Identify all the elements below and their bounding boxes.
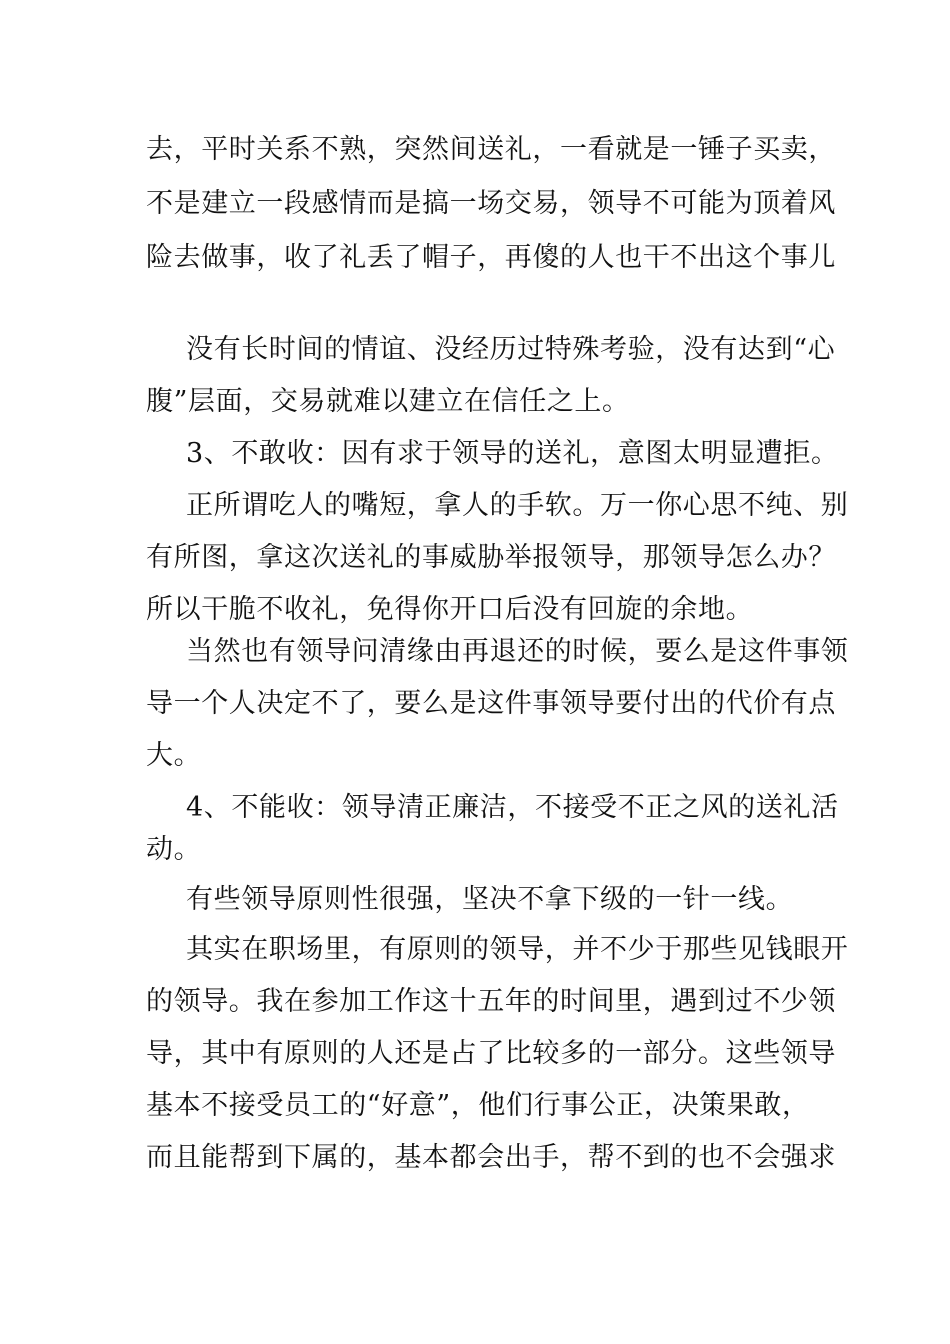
text-line: 基本不接受员工的“好意”，他们行事公正，决策果敢，	[146, 1090, 810, 1121]
text-line: 正所谓吃人的嘴短，拿人的手软。万一你心思不纯、别	[186, 490, 849, 521]
text-line: 大。	[146, 740, 202, 771]
text-line: 的领导。我在参加工作这十五年的时间里，遇到过不少领	[146, 986, 836, 1017]
text-line: 有些领导原则性很强，坚决不拿下级的一针一线。	[186, 884, 794, 915]
text-line: 其实在职场里，有原则的领导，并不少于那些见钱眼开	[186, 934, 849, 965]
text-line: 动。	[146, 834, 202, 865]
section-heading-3: 3、不敢收：因有求于领导的送礼，意图太明显遭拒。	[186, 438, 839, 469]
text-line: 不是建立一段感情而是搞一场交易，领导不可能为顶着风	[146, 188, 836, 219]
text-line: 去，平时关系不熟，突然间送礼，一看就是一锤子买卖，	[146, 134, 836, 165]
text-line: 有所图，拿这次送礼的事威胁举报领导，那领导怎么办？	[146, 542, 836, 573]
text-line: 险去做事，收了礼丢了帽子，再傻的人也干不出这个事儿	[146, 242, 836, 273]
text-line: 当然也有领导问清缘由再退还的时候，要么是这件事领	[186, 636, 849, 667]
text-line: 没有长时间的情谊、没经历过特殊考验，没有达到“心	[186, 334, 836, 365]
text-line: 腹”层面，交易就难以建立在信任之上。	[146, 386, 630, 417]
text-line: 而且能帮到下属的，基本都会出手，帮不到的也不会强求	[146, 1142, 836, 1173]
text-line: 所以干脆不收礼，免得你开口后没有回旋的余地。	[146, 594, 754, 625]
text-line: 导一个人决定不了，要么是这件事领导要付出的代价有点	[146, 688, 836, 719]
text-line: 导，其中有原则的人还是占了比较多的一部分。这些领导	[146, 1038, 836, 1069]
section-heading-4: 4、不能收：领导清正廉洁，不接受不正之风的送礼活	[186, 792, 839, 823]
